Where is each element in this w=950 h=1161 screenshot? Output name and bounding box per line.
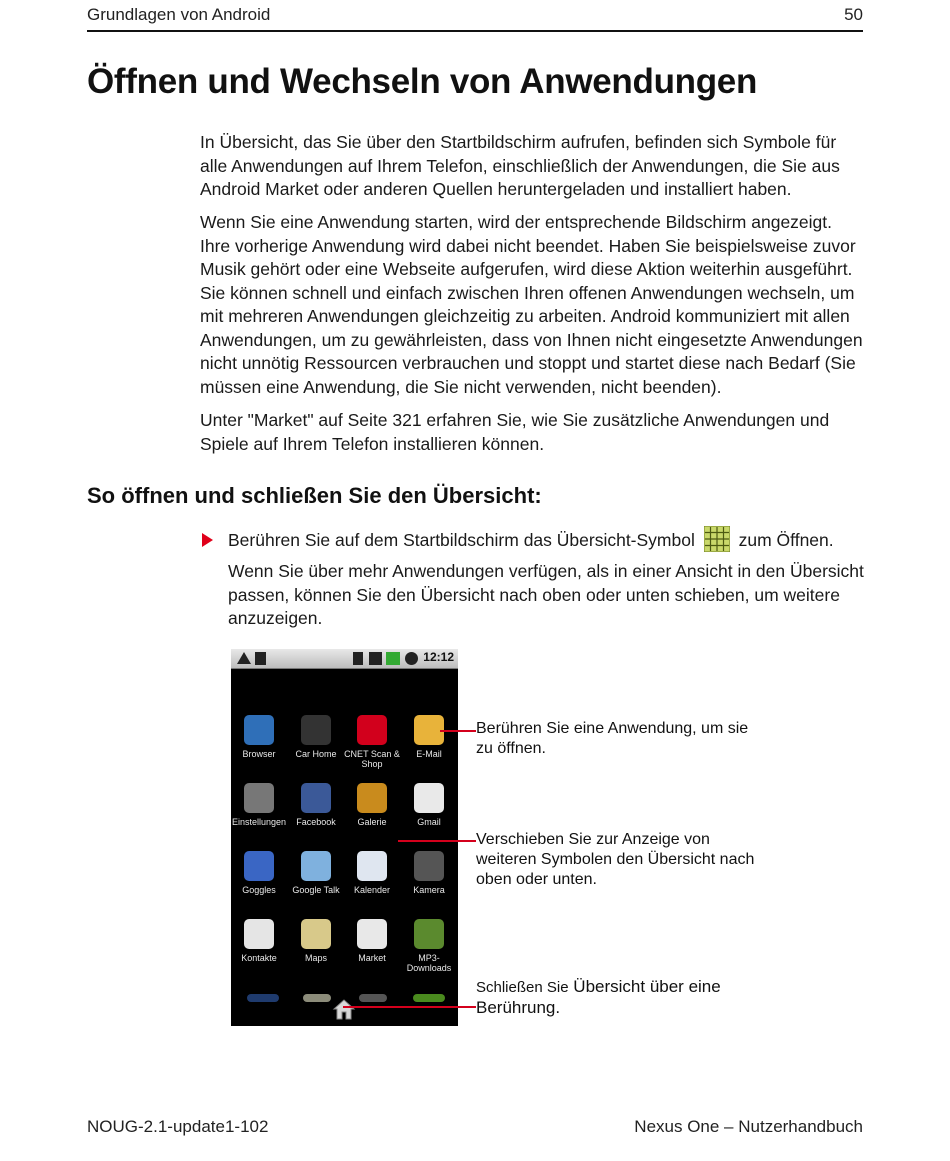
app-browser[interactable]: [231, 715, 287, 759]
app-label: Galerie: [357, 817, 387, 827]
app-label: Gmail: [417, 817, 441, 827]
cnet-icon: [357, 715, 387, 745]
maps-icon: [301, 919, 331, 949]
contacts-icon: [244, 919, 274, 949]
app-galerie[interactable]: [344, 783, 400, 827]
app-label: MP3-Downloads: [406, 953, 452, 973]
app-kamera[interactable]: [401, 851, 457, 895]
app-label: Market: [358, 953, 386, 963]
app-label: Kalender: [353, 885, 391, 895]
alarm-icon: [405, 652, 418, 665]
app-label: Car Home: [295, 749, 337, 759]
market-icon: [357, 919, 387, 949]
app-label: Browser: [242, 749, 276, 759]
app-label: Kontakte: [241, 953, 277, 963]
settings-icon: [244, 783, 274, 813]
status-time: 12:12: [423, 650, 454, 664]
app-google-talk[interactable]: [288, 851, 344, 895]
gmail-icon: [414, 783, 444, 813]
page-number: 50: [844, 5, 863, 24]
dock-shape: [413, 994, 445, 1002]
phone-screenshot: [231, 649, 458, 1026]
signal-icon: [369, 652, 382, 665]
footer-doc-id: NOUG-2.1-update1-102: [87, 1117, 269, 1136]
warning-icon: [237, 652, 251, 664]
callout-close-main: Übersicht über eine Berührung.: [476, 977, 721, 1017]
steering-wheel-icon: [301, 715, 331, 745]
wifi-icon: [353, 652, 363, 665]
home-icon[interactable]: [332, 997, 356, 1021]
app-gmail[interactable]: [401, 783, 457, 827]
callout-scroll: Verschieben Sie zur Anzeige von weiteren Symbolen den Übersicht nach oben oder unten.: [476, 831, 755, 888]
app-e-mail[interactable]: [401, 715, 457, 759]
callout-close: [476, 977, 766, 1018]
app-label: Kamera: [413, 885, 445, 895]
facebook-icon: [301, 783, 331, 813]
step-instruction: [228, 528, 834, 554]
callout-touch-app: Berühren Sie eine Anwendung, um sie zu öffnen.: [476, 720, 749, 757]
app-label: E-Mail: [416, 749, 442, 759]
app-label: CNET Scan & Shop: [344, 749, 400, 769]
bullet-arrow-icon: [202, 533, 213, 547]
globe-icon: [244, 715, 274, 745]
app-label: Goggles: [242, 885, 276, 895]
dock-shape: [247, 994, 279, 1002]
app-car-home[interactable]: [288, 715, 344, 759]
app-cnet-scan-shop[interactable]: [344, 715, 400, 769]
callout-line-close: [343, 1006, 476, 1008]
usb-icon: [255, 652, 266, 665]
dock-shape: [303, 994, 331, 1002]
paragraph-switching: Wenn Sie eine Anwendung starten, wird der entsprechende Bildschirm angezeigt. Ihre vorherige Anwendung wird dabei nicht beendet. Haben Sie beispielsweise zuvor Musik gehört oder eine Webseite aufgerufen, wird diese Aktion weiterhin ausgeführt. Sie können schnell und einfach zwischen Ihren offenen Anwendungen wechseln, um mit mehreren Anwendungen gleichzeitig zu arbeiten. Android kommuniziert mit allen Anwendungen, um zu gewährleisten, dass von Ihnen nicht eingesetzte Anwendungen nicht unnötig Ressourcen verbrauchen und stoppt und startet diese nach Bedarf (Sie müssen eine Anwendung, die Sie nicht verwenden, nicht beenden).: [200, 212, 863, 397]
app-label: Einstellungen: [231, 817, 287, 827]
callout-close-prefix: Schließen Sie: [476, 979, 569, 996]
talk-icon: [301, 851, 331, 881]
launcher-grid-icon: [704, 526, 730, 552]
callout-line-touch: [440, 730, 476, 732]
status-bar: [231, 649, 458, 669]
paragraph-market: Unter "Market" auf Seite 321 erfahren Sie, wie Sie zusätzliche Anwendungen und Spiele auf Ihrem Telefon installieren können.: [200, 410, 830, 454]
paragraph-overview: In Übersicht, das Sie über den Startbildschirm aufrufen, befinden sich Symbole für alle Anwendungen auf Ihrem Telefon, einschließlich der Anwendungen, die Sie aus Android Market oder anderen Quellen heruntergeladen und installiert haben.: [200, 132, 840, 199]
app-maps[interactable]: [288, 919, 344, 963]
app-kontakte[interactable]: [231, 919, 287, 963]
step-detail: Wenn Sie über mehr Anwendungen verfügen, als in einer Ansicht in den Übersicht passen, können Sie den Übersicht nach oben oder unten schieben, um weitere anzuzeigen.: [228, 561, 864, 628]
gallery-icon: [357, 783, 387, 813]
app-market[interactable]: [344, 919, 400, 963]
page-title: Öffnen und Wechseln von Anwendungen: [87, 62, 758, 101]
calendar-icon: [357, 851, 387, 881]
app-kalender[interactable]: [344, 851, 400, 895]
callout-line-scroll: [398, 840, 476, 842]
dock-shape: [359, 994, 387, 1002]
app-einstellungen[interactable]: [231, 783, 287, 827]
app-facebook[interactable]: [288, 783, 344, 827]
battery-icon: [386, 652, 400, 665]
step-text-after: zum Öffnen.: [738, 530, 834, 550]
section-heading: So öffnen und schließen Sie den Übersicht:: [87, 483, 542, 508]
amazon-mp3-icon: [414, 919, 444, 949]
step-text-before: Berühren Sie auf dem Startbildschirm das Übersicht-Symbol: [228, 530, 695, 550]
app-goggles[interactable]: [231, 851, 287, 895]
app-label: Facebook: [296, 817, 336, 827]
goggles-icon: [244, 851, 274, 881]
running-header-section: Grundlagen von Android: [87, 5, 271, 24]
app-label: Maps: [304, 953, 327, 963]
app-mp3-downloads[interactable]: [401, 919, 457, 973]
footer-doc-title: Nexus One – Nutzerhandbuch: [634, 1117, 863, 1136]
camera-icon: [414, 851, 444, 881]
header-rule: [87, 30, 863, 32]
app-label: Google Talk: [292, 885, 340, 895]
